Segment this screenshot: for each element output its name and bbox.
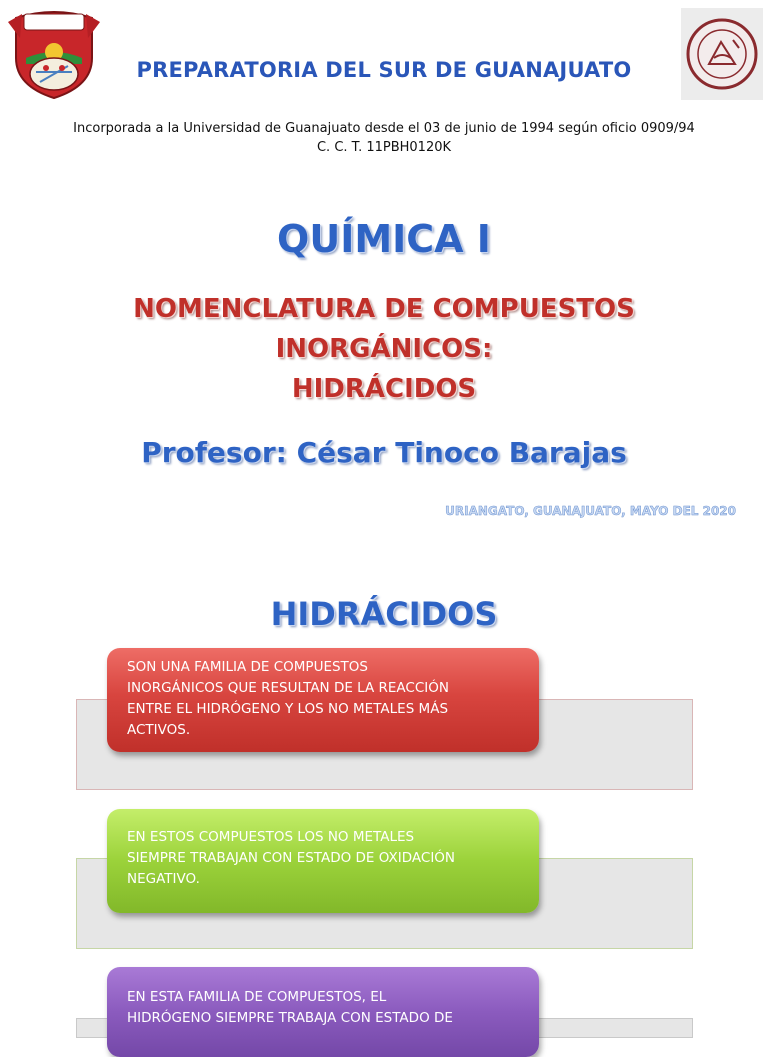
subtitle-line: HIDRÁCIDOS bbox=[291, 374, 477, 404]
agustinos-seal-logo bbox=[681, 8, 763, 100]
teacher-name: Profesor: César Tinoco Barajas bbox=[141, 436, 627, 469]
cct-code: C. C. T. 11PBH0120K bbox=[316, 140, 452, 155]
subtitle-line: NOMENCLATURA DE COMPUESTOS bbox=[133, 294, 635, 324]
card-line: ACTIVOS. bbox=[127, 722, 191, 738]
card-line: EN ESTA FAMILIA DE COMPUESTOS, EL bbox=[127, 989, 387, 1005]
card-line: EN ESTOS COMPUESTOS LOS NO METALES bbox=[127, 829, 415, 845]
presentation-subtitle bbox=[0, 289, 768, 409]
oxidation-state-card bbox=[107, 809, 539, 913]
school-name: PREPARATORIA DEL SUR DE GUANAJUATO bbox=[136, 58, 632, 82]
course-title: QUÍMICA I bbox=[277, 217, 491, 261]
card-line: SIEMPRE TRABAJAN CON ESTADO DE OXIDACIÓN bbox=[127, 850, 456, 866]
incorporation-note bbox=[0, 119, 768, 157]
card-line: HIDRÓGENO SIEMPRE TRABAJA CON ESTADO DE bbox=[127, 1010, 453, 1026]
card-line: SON UNA FAMILIA DE COMPUESTOS bbox=[127, 659, 368, 675]
slide-title: HIDRÁCIDOS bbox=[270, 595, 498, 633]
subtitle-line: INORGÁNICOS: bbox=[275, 334, 493, 364]
school-shield-logo bbox=[6, 8, 102, 100]
card-line: ENTRE EL HIDRÓGENO Y LOS NO METALES MÁS bbox=[127, 701, 449, 717]
definition-card bbox=[107, 648, 539, 752]
incorporation-text: Incorporada a la Universidad de Guanajuato desde el 03 de junio de 1994 según oficio 0909/94 bbox=[73, 121, 695, 136]
card-line: INORGÁNICOS QUE RESULTAN DE LA REACCIÓN bbox=[127, 680, 449, 696]
card-line: NEGATIVO. bbox=[127, 871, 200, 887]
hydrogen-state-card bbox=[107, 967, 539, 1057]
place-date: URIANGATO, GUANAJUATO, MAYO DEL 2020 bbox=[445, 504, 736, 518]
